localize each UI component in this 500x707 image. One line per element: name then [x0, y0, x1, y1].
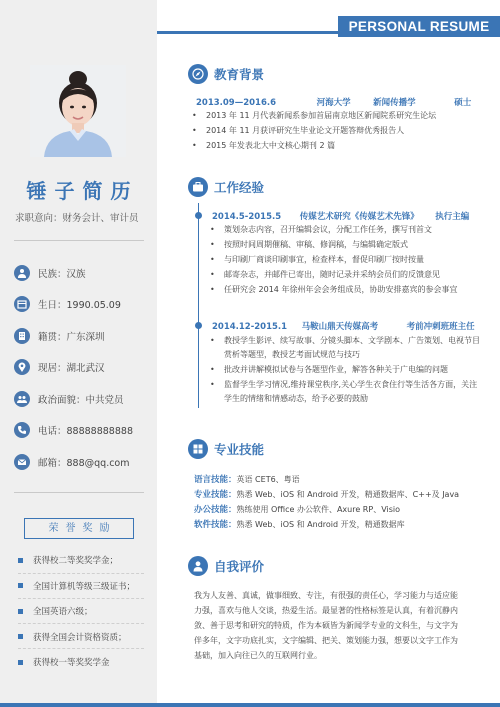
profile-photo — [30, 65, 126, 157]
list-item — [18, 630, 154, 644]
grid-icon — [188, 439, 208, 459]
skill-row — [194, 473, 300, 485]
self-eval-line: 力强，喜欢与他人交谈，热爱生活。最显著的性格标签是认真，有着沉静内 — [194, 606, 458, 615]
honor-text: 获得校一等奖奖学金 — [33, 658, 110, 668]
job-summary — [212, 320, 475, 332]
square-bullet-icon — [18, 583, 23, 588]
info-text: 邮箱：888@qq.com — [38, 457, 130, 469]
job-period: 2014.5-2015.5 — [212, 212, 282, 222]
honor-text: 全国英语六级； — [33, 607, 93, 617]
divider — [18, 598, 144, 599]
square-bullet-icon — [18, 558, 23, 563]
job-item: 策划杂志内容，召开编辑会议，分配工作任务，撰写刊首文 — [224, 225, 432, 234]
job-period: 2014.12-2015.1 — [212, 322, 288, 332]
header-bar — [157, 18, 500, 34]
personal-info-list — [14, 262, 154, 483]
section-title: 自我评价 — [214, 559, 265, 574]
job-item: 监督学生学习情况,维持课堂秩序,关心学生衣食住行等生活各方面，关注学生的情绪和情感动态，给予必要的鼓励 — [224, 380, 478, 403]
footer-bar — [0, 703, 500, 707]
info-political — [14, 388, 154, 409]
work-heading — [188, 177, 264, 197]
list-item: • 监督学生学习情况,维持课堂秩序,关心学生衣食住行等生活各方面，关注学生的情绪和情感动态，给予必要的鼓励 — [210, 378, 480, 406]
info-email — [14, 451, 154, 472]
list-item: • 策划杂志内容，召开编辑会议，分配工作任务，撰写刊首文 — [210, 223, 432, 237]
job-item: 按照时间周期催稿、审稿、修润稿，与编辑确定版式 — [224, 240, 408, 249]
education-item: 2015 年发表北大中文核心期刊 2 篇 — [206, 141, 336, 150]
job-role: 考前冲刺班班主任 — [406, 322, 475, 332]
skills-heading — [188, 439, 264, 459]
info-residence — [14, 357, 154, 378]
divider — [14, 492, 144, 493]
list-item: • 批改并讲解模拟试卷与各题型作业，解答各种关于广电编的问题 — [210, 363, 448, 377]
info-text: 现居：湖北武汉 — [38, 363, 105, 374]
honor-text: 获得全国会计资格资质； — [33, 632, 127, 643]
mail-icon — [14, 454, 30, 470]
job-company: 马鞍山鼎天传媒高考 — [301, 322, 379, 332]
calendar-icon — [14, 296, 30, 312]
profile-name: 锤子简历 — [26, 179, 139, 203]
skill-label: 专业技能： — [194, 490, 237, 500]
skill-row — [194, 518, 405, 530]
self-eval-line: 我为人友善、真诚，做事细致、专注，有很强的责任心，学习能力与适应能 — [194, 591, 458, 600]
self-eval-heading — [188, 556, 264, 576]
group-icon — [14, 391, 30, 407]
section-title: 教育背景 — [214, 67, 265, 82]
resume-title: PERSONAL RESUME — [338, 16, 500, 37]
list-item: • 2015 年发表北大中文核心期刊 2 篇 — [192, 139, 335, 153]
honors-title: 荣誉奖励 — [24, 518, 134, 539]
phone-icon — [14, 422, 30, 438]
section-title: 专业技能 — [214, 442, 265, 457]
honor-text: 获得校二等奖奖学金； — [33, 556, 119, 566]
job-item: 与印刷厂商谈印刷事宜，检查样本，督促印刷厂按时按量 — [224, 255, 424, 264]
info-text: 生日：1990.05.09 — [38, 300, 121, 311]
list-item — [18, 553, 154, 567]
briefcase-icon — [188, 177, 208, 197]
list-item: • 2013 年 11 月代表新闻系参加首届南京地区新闻院系研究生论坛 — [192, 109, 436, 123]
self-eval-line: 敛、善于思考和研究的特质，作为本硕皆为新闻学专业的文科生，与文字为 — [194, 621, 458, 630]
education-major: 新闻传播学 — [373, 98, 416, 108]
info-text: 籍贯：广东深圳 — [38, 331, 105, 343]
info-birthday — [14, 294, 154, 315]
self-eval-line: 基础，加入向往已久的互联网行业。 — [194, 651, 322, 660]
list-item — [18, 604, 154, 618]
education-school: 河海大学 — [316, 98, 351, 108]
education-heading — [188, 64, 264, 84]
skill-label: 语言技能： — [194, 475, 237, 485]
list-item: • 2014 年 11 月获评研究生毕业论文开题答辩优秀报告人 — [192, 124, 404, 138]
timeline-dot — [195, 322, 202, 329]
job-item: 邮寄杂志，并邮件已寄出，随时记录并采纳会员们的反馈意见 — [224, 270, 440, 279]
skill-text: 英语 CET6、粤语 — [236, 475, 300, 484]
job-intent: 求职意向：财务会计、审计员 — [15, 213, 139, 224]
education-degree: 硕士 — [454, 98, 472, 108]
list-item: • 任研究会 2014 年徐州年会会务组成员，协助安排嘉宾的参会事宜 — [210, 283, 457, 297]
divider — [14, 240, 144, 241]
person-icon — [14, 265, 30, 281]
education-item: 2013 年 11 月代表新闻系参加首届南京地区新闻院系研究生论坛 — [206, 111, 437, 120]
square-bullet-icon — [18, 609, 23, 614]
job-company: 传媒艺术研究《传媒艺术先锋》 — [299, 212, 419, 222]
skill-row — [194, 503, 400, 515]
divider — [18, 623, 144, 624]
info-hometown — [14, 325, 154, 346]
job-item: 教授学生影评、续写故事、分镜头脚本、文学剧本、广告策划、电视节目赏析等题型，教授艺考面试规范与技巧 — [224, 336, 480, 359]
skill-label: 办公技能： — [194, 505, 237, 515]
info-text: 电话：88888888888 — [38, 426, 133, 437]
timeline-line — [198, 203, 199, 408]
skill-label: 软件技能： — [194, 520, 237, 530]
job-role: 执行主编 — [435, 212, 470, 222]
job-summary — [212, 210, 469, 222]
list-item: • 按照时间周期催稿、审稿、修润稿，与编辑确定版式 — [210, 238, 408, 252]
education-period: 2013.09—2016.6 — [196, 98, 277, 108]
building-icon — [14, 328, 30, 344]
job-item: 批改并讲解模拟试卷与各题型作业，解答各种关于广电编的问题 — [224, 365, 448, 374]
square-bullet-icon — [18, 660, 23, 665]
timeline-dot — [195, 212, 202, 219]
location-icon — [14, 359, 30, 375]
list-item: • 教授学生影评、续写故事、分镜头脚本、文学剧本、广告策划、电视节目赏析等题型，教授艺考面试规范与技巧 — [210, 334, 480, 362]
skill-text: 熟练使用 Office 办公软件、Axure RP、Visio — [236, 505, 400, 514]
info-phone — [14, 420, 154, 441]
honor-text: 全国计算机等级三级证书； — [33, 581, 136, 592]
person-icon — [188, 556, 208, 576]
skill-text: 熟悉 Web、iOS 和 Android 开发，精通数据库、C++及 Java — [236, 490, 460, 499]
info-text: 民族：汉族 — [38, 268, 86, 280]
square-bullet-icon — [18, 634, 23, 639]
list-item: • 邮寄杂志，并邮件已寄出，随时记录并采纳会员们的反馈意见 — [210, 268, 440, 282]
info-text: 政治面貌：中共党员 — [38, 394, 124, 406]
list-item — [18, 655, 154, 669]
divider — [18, 573, 144, 574]
info-ethnicity — [14, 262, 154, 283]
self-eval-line: 伴多年，文字功底扎实，文字编辑、把关、策划能力强，想要以文字工作为 — [194, 636, 458, 645]
education-summary — [196, 96, 471, 108]
section-title: 工作经验 — [214, 180, 265, 195]
skill-row — [194, 488, 459, 500]
job-item: 任研究会 2014 年徐州年会会务组成员，协助安排嘉宾的参会事宜 — [224, 285, 458, 294]
education-item: 2014 年 11 月获评研究生毕业论文开题答辩优秀报告人 — [206, 126, 405, 135]
list-item — [18, 579, 154, 593]
divider — [18, 648, 144, 649]
list-item: • 与印刷厂商谈印刷事宜，检查样本，督促印刷厂按时按量 — [210, 253, 424, 267]
compass-icon — [188, 64, 208, 84]
skill-text: 熟悉 Web、iOS 和 Android 开发，精通数据库 — [236, 520, 405, 529]
